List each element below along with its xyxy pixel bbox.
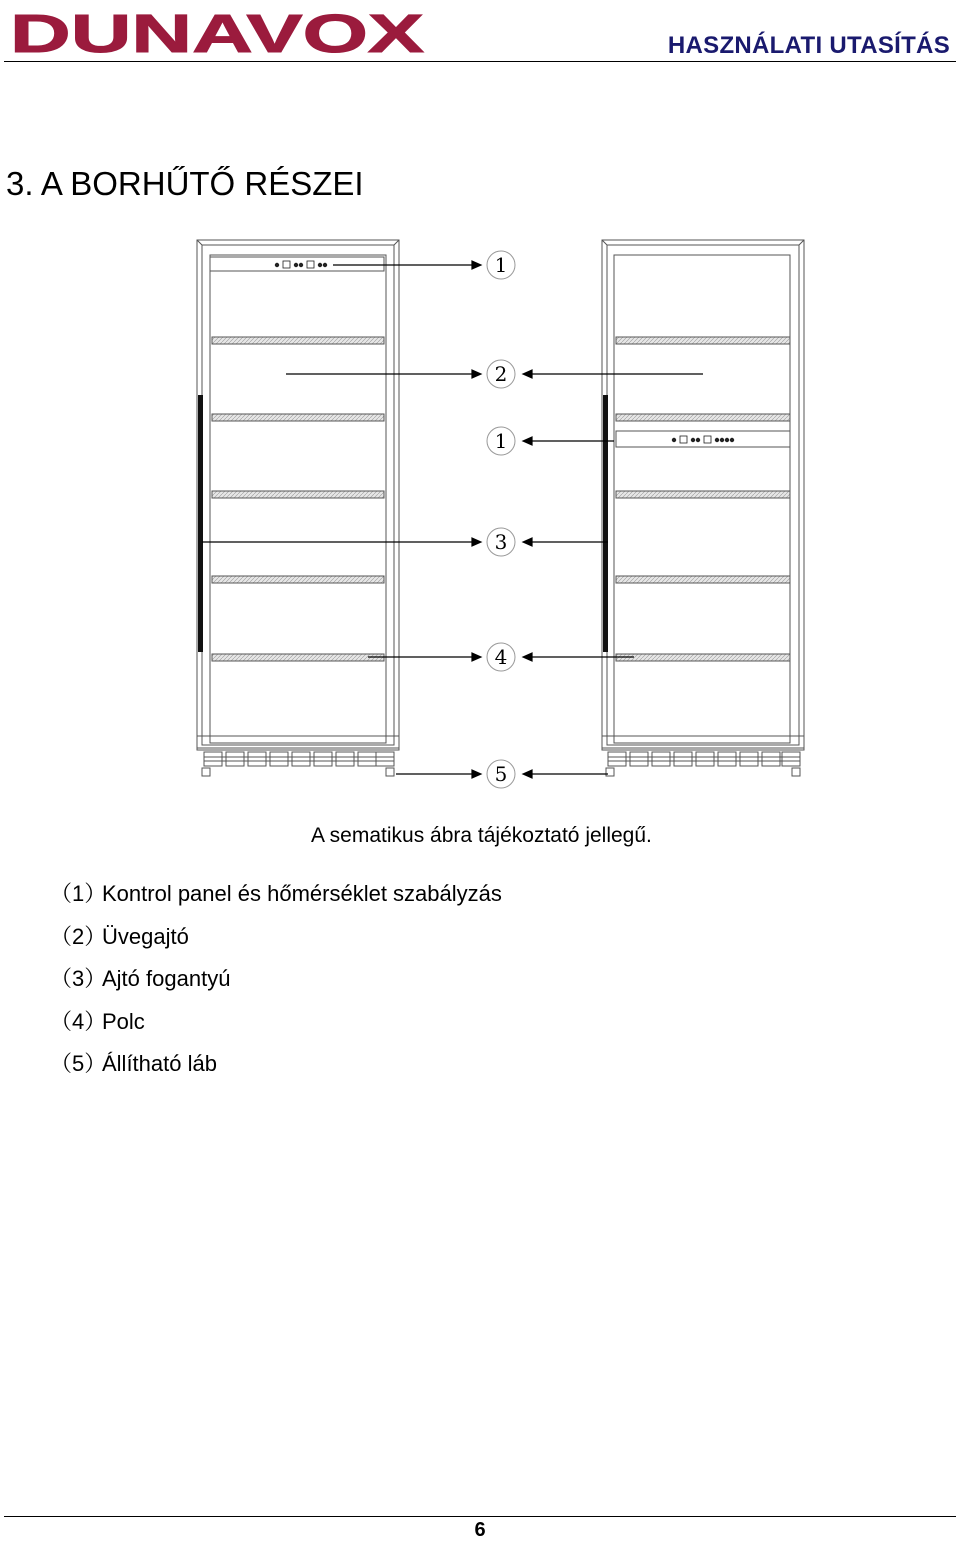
callout-3: 3 xyxy=(494,530,508,554)
legend-number: （4） xyxy=(50,1008,107,1034)
legend-item xyxy=(50,965,502,1008)
legend-label: Polc xyxy=(102,1008,145,1034)
legend-item xyxy=(50,1008,502,1051)
callout-2: 2 xyxy=(494,362,508,386)
legend-number: （5） xyxy=(50,1051,107,1077)
footer-divider xyxy=(4,1516,956,1517)
callout-1-top: 1 xyxy=(494,253,508,277)
left-vent xyxy=(204,752,394,766)
header-divider xyxy=(4,61,956,62)
brand-text: DUNAVOX xyxy=(10,8,424,56)
legend-item xyxy=(50,923,502,966)
right-vent xyxy=(608,752,800,766)
diagram-caption: A sematikus ábra tájékoztató jellegű. xyxy=(311,824,652,847)
right-cabinet xyxy=(602,240,804,776)
callout-4: 4 xyxy=(494,645,508,669)
left-door-handle xyxy=(198,395,203,652)
section-title: 3. A BORHŰTŐ RÉSZEI xyxy=(6,165,364,202)
legend-item xyxy=(50,1050,502,1093)
legend-number: （1） xyxy=(50,881,107,906)
dunavox-logo xyxy=(10,8,430,56)
callout-5: 5 xyxy=(494,762,508,786)
legend-number: （3） xyxy=(50,966,107,992)
parts-legend xyxy=(50,880,502,1093)
callout-1-right: 1 xyxy=(494,429,508,453)
document-title: HASZNÁLATI UTASÍTÁS xyxy=(667,32,950,59)
legend-label: Kontrol panel és hőmérséklet szabályzás xyxy=(102,881,502,906)
legend-item xyxy=(50,880,502,923)
legend-label: Állítható láb xyxy=(102,1051,217,1077)
wine-cooler-diagram xyxy=(190,230,820,800)
legend-number: （2） xyxy=(50,923,107,949)
left-cabinet xyxy=(197,240,399,776)
legend-label: Üvegajtó xyxy=(102,923,189,949)
legend-label: Ajtó fogantyú xyxy=(102,966,231,992)
page-number: 6 xyxy=(474,1519,486,1541)
right-door-handle xyxy=(603,395,608,652)
